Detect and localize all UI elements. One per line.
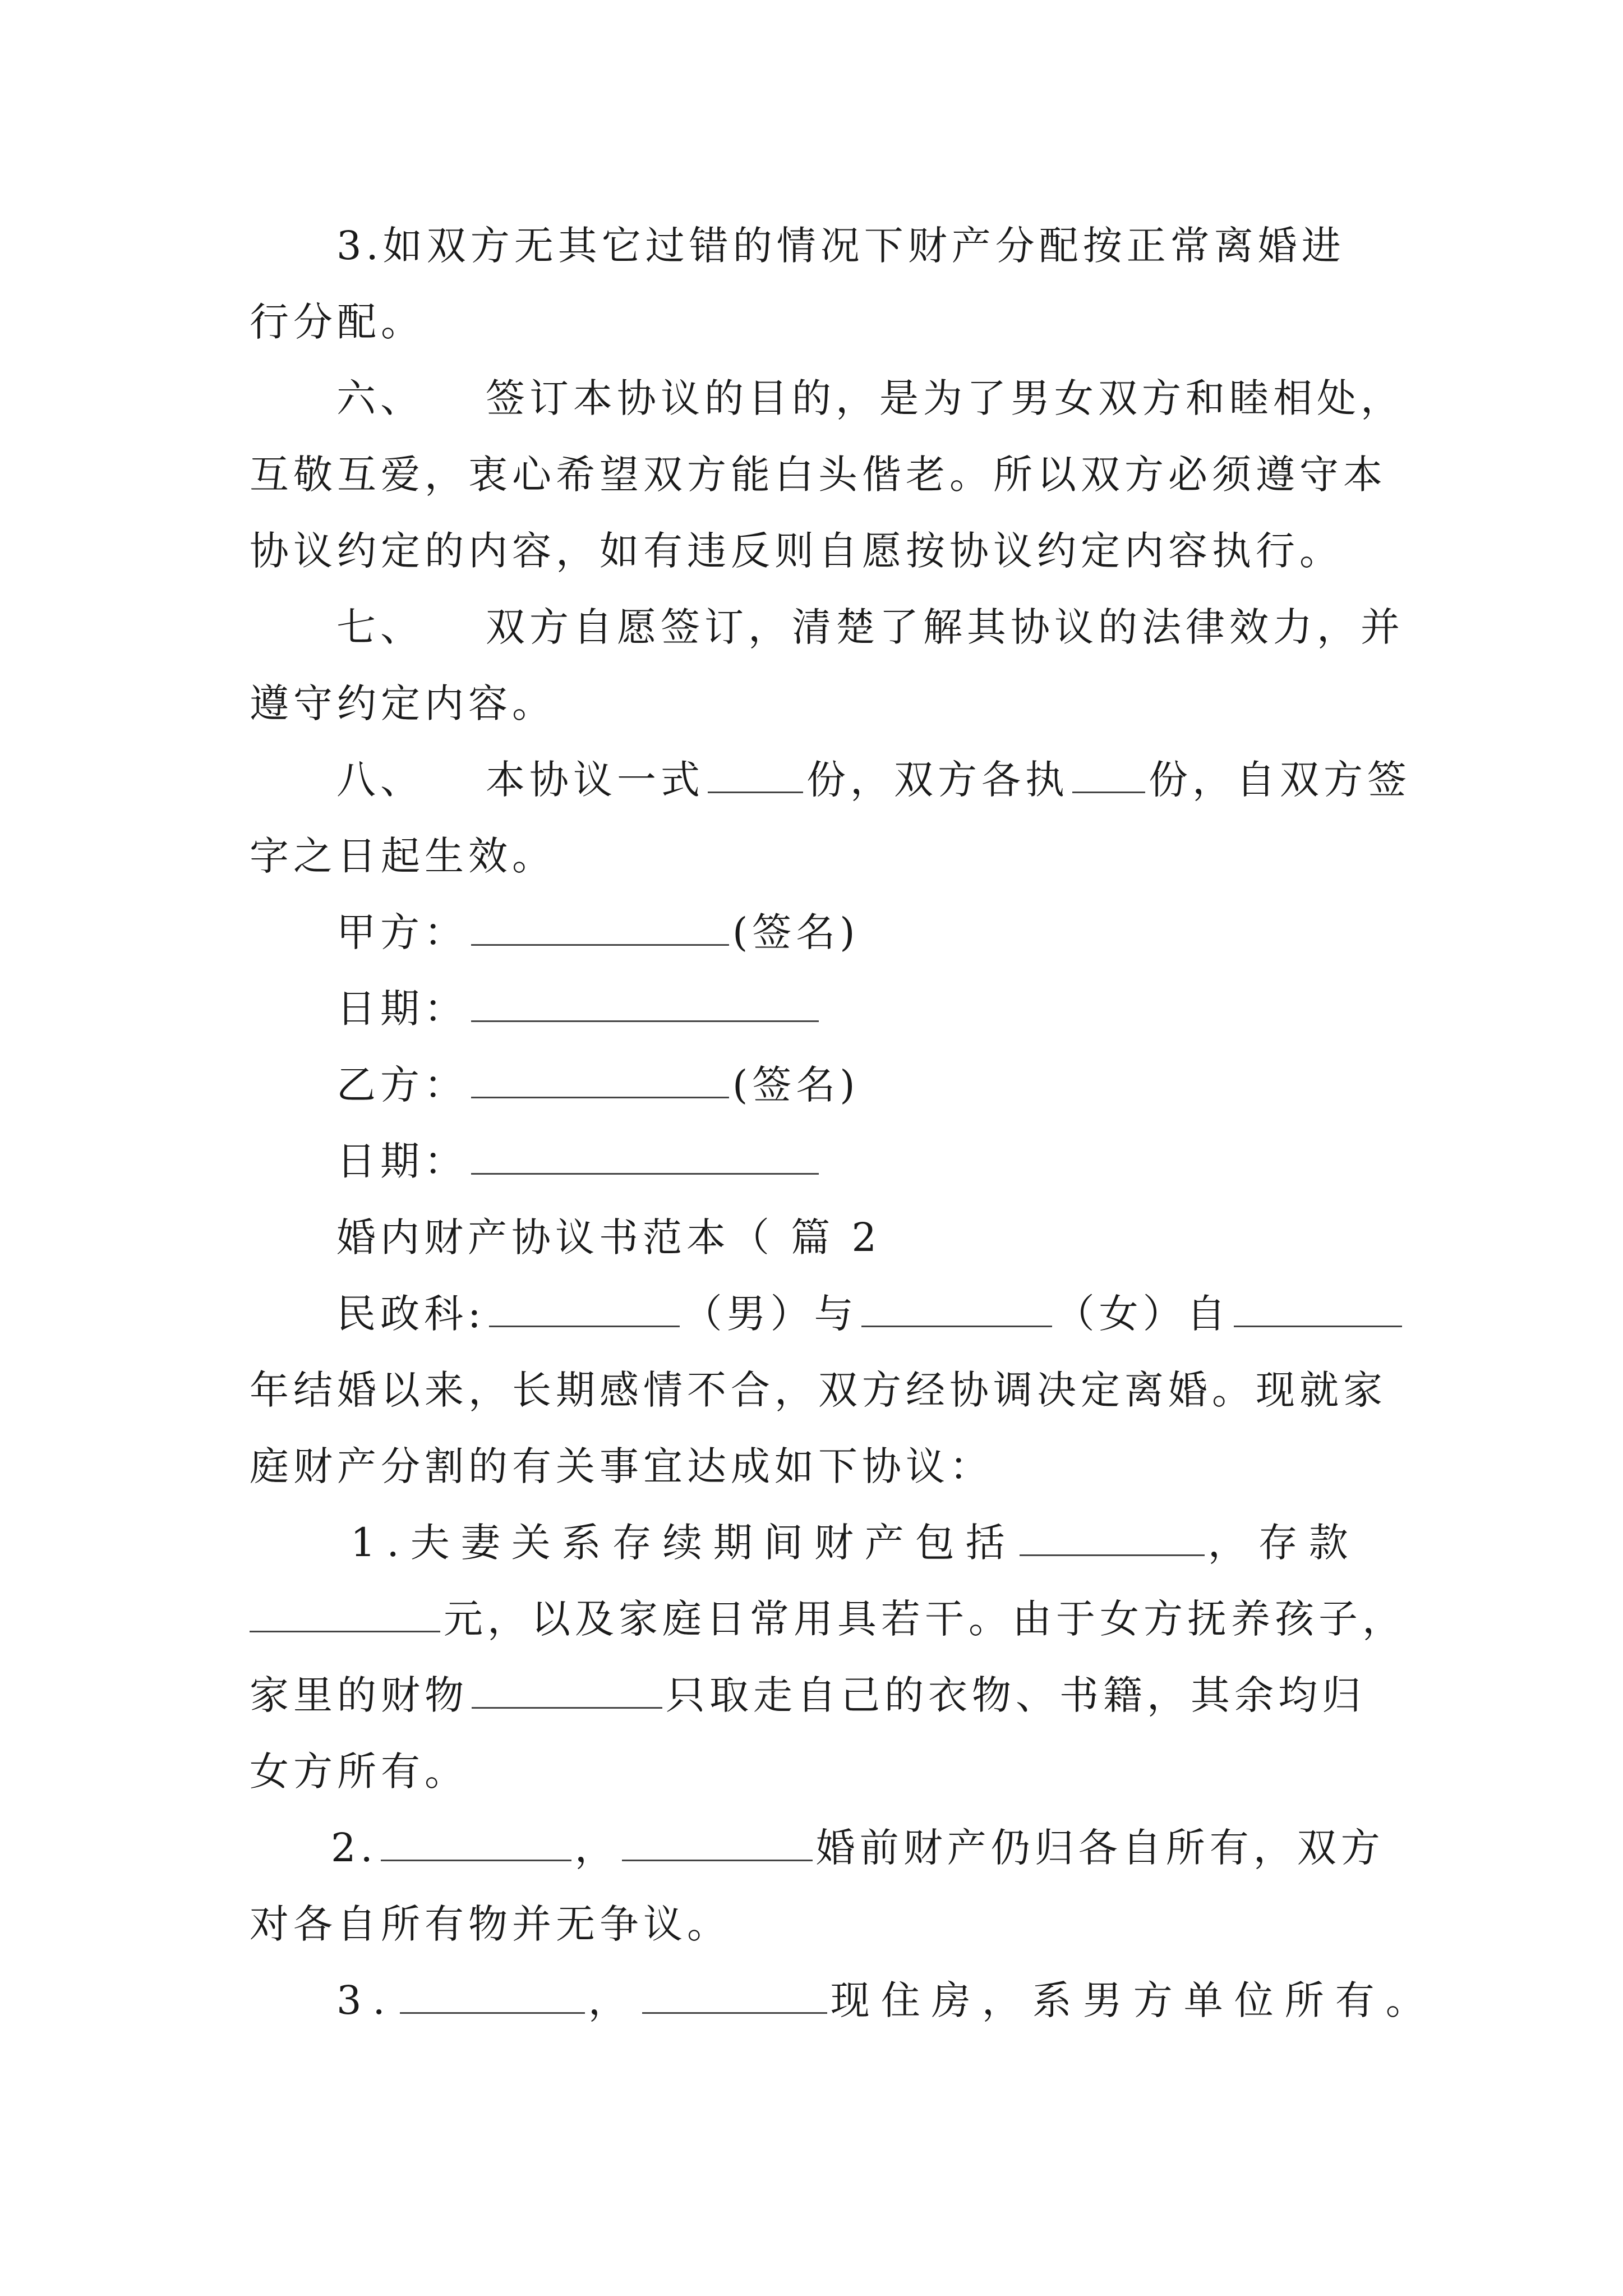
text: （男）与 [683, 1291, 858, 1337]
item-3-line-1 [336, 1962, 1436, 2039]
text: 1.夫妻关系存续期间财产包括 [351, 1520, 1016, 1566]
text: （女）自 [1055, 1291, 1230, 1337]
party-a-date-line [336, 970, 822, 1047]
clause-5-3-line-1 [336, 208, 1345, 284]
text: 年结婚以来，长期感情不合，双方经协调决定离婚。现就家 [250, 1367, 1387, 1413]
male-name-blank[interactable] [489, 1291, 680, 1327]
property-blank[interactable] [1020, 1520, 1205, 1556]
section-6-line-2 [250, 436, 1387, 513]
female-name-blank[interactable] [861, 1291, 1052, 1327]
title: 婚内财产协议书范本（ 篇 2 [336, 1214, 882, 1260]
marriage-year-blank[interactable] [1234, 1291, 1402, 1327]
section-8-line-2 [250, 818, 556, 894]
section-title-2 [336, 1199, 881, 1276]
text: 只取走自己的衣物、书籍，其余均归 [666, 1672, 1366, 1718]
text: 份，双方各执 [806, 757, 1069, 803]
party-a-line [336, 894, 860, 970]
civil-affairs-line-2 [250, 1352, 1387, 1428]
text: 家里的财物 [250, 1672, 468, 1718]
text: 份，自双方签 [1149, 757, 1411, 803]
item-1-line-1 [351, 1504, 1359, 1581]
section-7-line-2 [250, 665, 556, 742]
text: ， [588, 1977, 639, 2023]
text: 庭财产分割的有关事宜达成如下协议： [250, 1443, 993, 1489]
text: 女方所有。 [250, 1749, 468, 1795]
item-2-line-1 [331, 1810, 1385, 1886]
clause-5-3-line-2 [250, 284, 425, 360]
party-b-date-line [336, 1123, 822, 1199]
section-7-line-1 [336, 589, 1404, 665]
text: 现住房，系男方单位所有。 [830, 1977, 1436, 2023]
text: 遵守约定内容。 [250, 680, 556, 726]
label: 日期： [336, 1138, 468, 1184]
item-1-line-4 [250, 1733, 468, 1810]
text: 协议约定的内容，如有违反则自愿按协议约定内容执行。 [250, 528, 1343, 574]
text: 行分配。 [250, 299, 425, 345]
text: ，存款 [1207, 1520, 1359, 1566]
party-b-line [336, 1047, 860, 1123]
copies-blank[interactable] [708, 757, 803, 793]
party-a-signature-blank[interactable] [471, 909, 729, 946]
section-8-line-1 [336, 742, 1411, 818]
section-6-line-3 [250, 513, 1343, 589]
name-blank-2[interactable] [622, 1825, 813, 1861]
sign-note: (签名) [732, 1062, 860, 1108]
party-b-signature-blank[interactable] [471, 1062, 729, 1098]
party-a-date-blank[interactable] [471, 986, 819, 1022]
person-blank[interactable] [472, 1672, 662, 1709]
text: 3.如双方无其它过错的情况下财产分配按正常离婚进 [336, 223, 1345, 269]
civil-affairs-line-1 [336, 1276, 1405, 1352]
label: 乙方： [336, 1062, 468, 1108]
civil-affairs-line-3 [250, 1428, 993, 1504]
name-blank-3[interactable] [400, 1977, 585, 2014]
text: 元，以及家庭日常用具若干。由于女方抚养孩子， [444, 1596, 1406, 1642]
text: 签订本协议的目的，是为了男女双方和睦相处， [486, 375, 1404, 421]
label: 日期： [336, 986, 468, 1032]
text: 双方自愿签订，清楚了解其协议的法律效力，并 [486, 604, 1404, 650]
section-number: 八、 [336, 757, 424, 803]
each-copies-blank[interactable] [1072, 757, 1145, 793]
section-number: 六、 [336, 375, 424, 421]
name-blank-4[interactable] [642, 1977, 827, 2014]
text: 互敬互爱，衷心希望双方能白头偕老。所以双方必须遵守本 [250, 452, 1387, 498]
item-2-line-2 [250, 1886, 731, 1962]
text: 民政科: [336, 1291, 486, 1337]
item-1-line-3 [250, 1657, 1366, 1733]
text: 对各自所有物并无争议。 [250, 1901, 731, 1947]
text: 字之日起生效。 [250, 833, 556, 879]
deposit-blank[interactable] [250, 1596, 440, 1632]
text: 本协议一式 [486, 757, 704, 803]
label: 甲方： [336, 909, 468, 955]
sign-note: (签名) [732, 909, 860, 955]
party-b-date-blank[interactable] [471, 1138, 819, 1175]
text: 2. [331, 1825, 377, 1871]
text: 婚前财产仍归各自所有，双方 [815, 1825, 1385, 1871]
name-blank-1[interactable] [381, 1825, 571, 1861]
section-number: 七、 [336, 604, 424, 650]
section-6-line-1 [336, 360, 1404, 436]
text: 3. [336, 1977, 396, 2023]
text: ， [574, 1825, 619, 1871]
item-1-line-2 [250, 1581, 1406, 1657]
